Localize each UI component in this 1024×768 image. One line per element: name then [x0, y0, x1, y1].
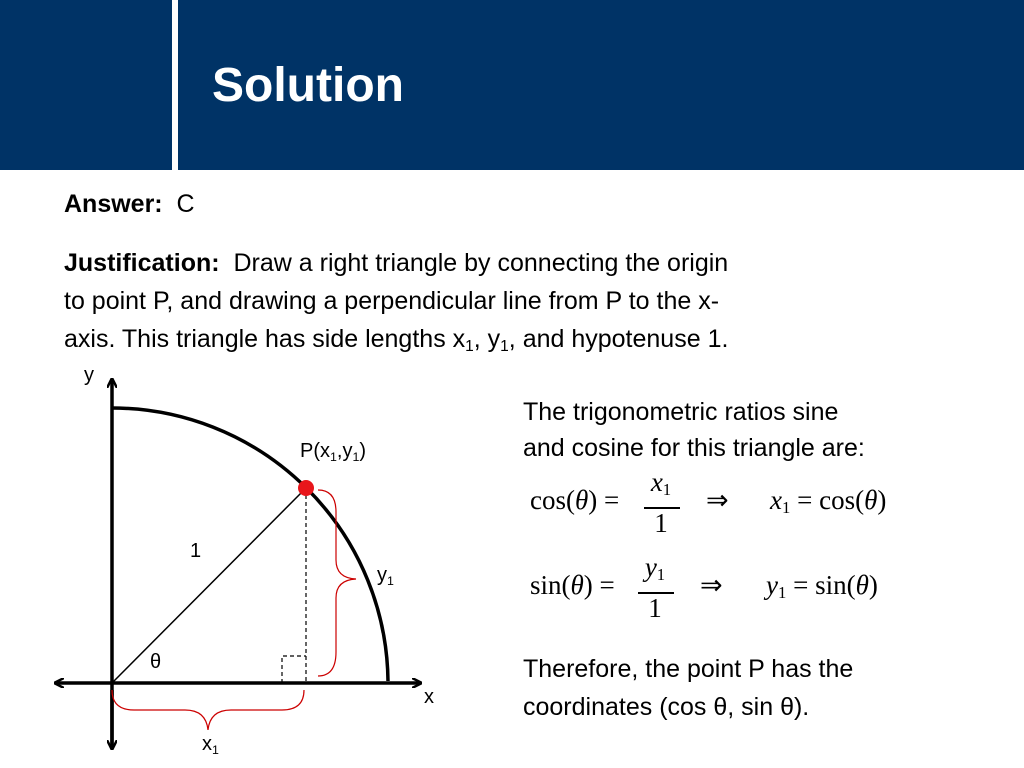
point-p-label-sub1: 1 [330, 450, 337, 464]
ratios-intro-line-2: and cosine for this triangle are: [523, 434, 865, 462]
justification-text-3b: , y [473, 325, 501, 353]
answer-label: Answer: [64, 190, 163, 218]
sin-res-var: y [766, 570, 778, 600]
justification-label: Justification: [64, 249, 220, 277]
justification-line-2: to point P, and drawing a perpendicular line from P to the x- [64, 287, 720, 315]
sin-res-eq: = sin( [786, 570, 856, 600]
point-p-marker [298, 480, 314, 496]
cos-result [770, 485, 886, 516]
justification-text-3a: axis. This triangle has side lengths x [64, 325, 466, 353]
justification-sub-1: 1 [465, 338, 474, 355]
x-axis-label: x [424, 686, 434, 708]
justification-text-3c: , and hypotenuse 1. [508, 325, 729, 353]
point-p-label [300, 440, 366, 463]
conclusion-line-2: coordinates (cos θ, sin θ). [523, 693, 810, 721]
y1-side-label [377, 564, 394, 587]
x1-side-letter: x [202, 733, 212, 755]
sin-res-close: ) [868, 570, 878, 600]
conclusion [523, 650, 853, 726]
justification-sub-2: 1 [500, 338, 509, 355]
sin-result [766, 570, 878, 601]
cos-num-var: x [650, 467, 663, 497]
slide-title: Solution [212, 59, 404, 112]
cos-res-theta: θ [864, 485, 878, 515]
implies-arrow-2: ⇒ [700, 570, 723, 600]
sin-num-var: y [644, 552, 657, 582]
sin-numerator [637, 552, 673, 583]
y-axis-label: y [84, 364, 94, 386]
hypotenuse-line [112, 488, 306, 683]
cos-res-var: x [770, 485, 782, 515]
point-p-label-b: ,y [336, 440, 353, 462]
sin-lhs [530, 570, 615, 601]
point-p-label-c: ) [359, 440, 367, 462]
cos-res-sub: 1 [781, 498, 791, 517]
point-p-label-a: P(x [300, 440, 330, 462]
cos-theta: θ [574, 485, 589, 515]
cos-lhs [530, 485, 619, 516]
right-angle-marker [282, 656, 306, 683]
cos-res-eq: = cos( [790, 485, 865, 515]
x1-side-label [202, 733, 219, 756]
cos-num-sub: 1 [662, 480, 672, 499]
implies-arrow-1: ⇒ [706, 485, 729, 515]
x1-side-sub: 1 [212, 743, 219, 757]
ratios-intro [523, 394, 865, 466]
sin-res-sub: 1 [777, 583, 787, 602]
x1-brace [112, 690, 304, 730]
sin-theta: θ [570, 570, 584, 600]
point-p-label-sub2: 1 [352, 450, 360, 464]
y1-side-sub: 1 [387, 574, 394, 588]
conclusion-line-1: Therefore, the point P has the [523, 655, 854, 683]
y1-brace [318, 490, 356, 676]
answer-value: C [176, 190, 195, 218]
cos-denominator: 1 [654, 508, 668, 538]
angle-theta-label: θ [150, 651, 162, 673]
cos-res-close: ) [877, 485, 887, 515]
justification-text-1: Draw a right triangle by connecting the origin [233, 249, 729, 277]
sin-denominator: 1 [648, 593, 662, 623]
cos-close-eq: ) = [588, 485, 620, 515]
sin-num-sub: 1 [656, 565, 666, 584]
cos-fn: cos( [530, 485, 575, 515]
ratios-intro-line-1: The trigonometric ratios sine [523, 398, 839, 426]
sin-res-theta: θ [855, 570, 869, 600]
sin-fn: sin( [530, 570, 571, 600]
sin-close-eq: ) = [583, 570, 615, 600]
hypotenuse-label: 1 [190, 540, 202, 562]
y1-side-letter: y [377, 564, 387, 586]
cos-numerator [643, 467, 679, 498]
